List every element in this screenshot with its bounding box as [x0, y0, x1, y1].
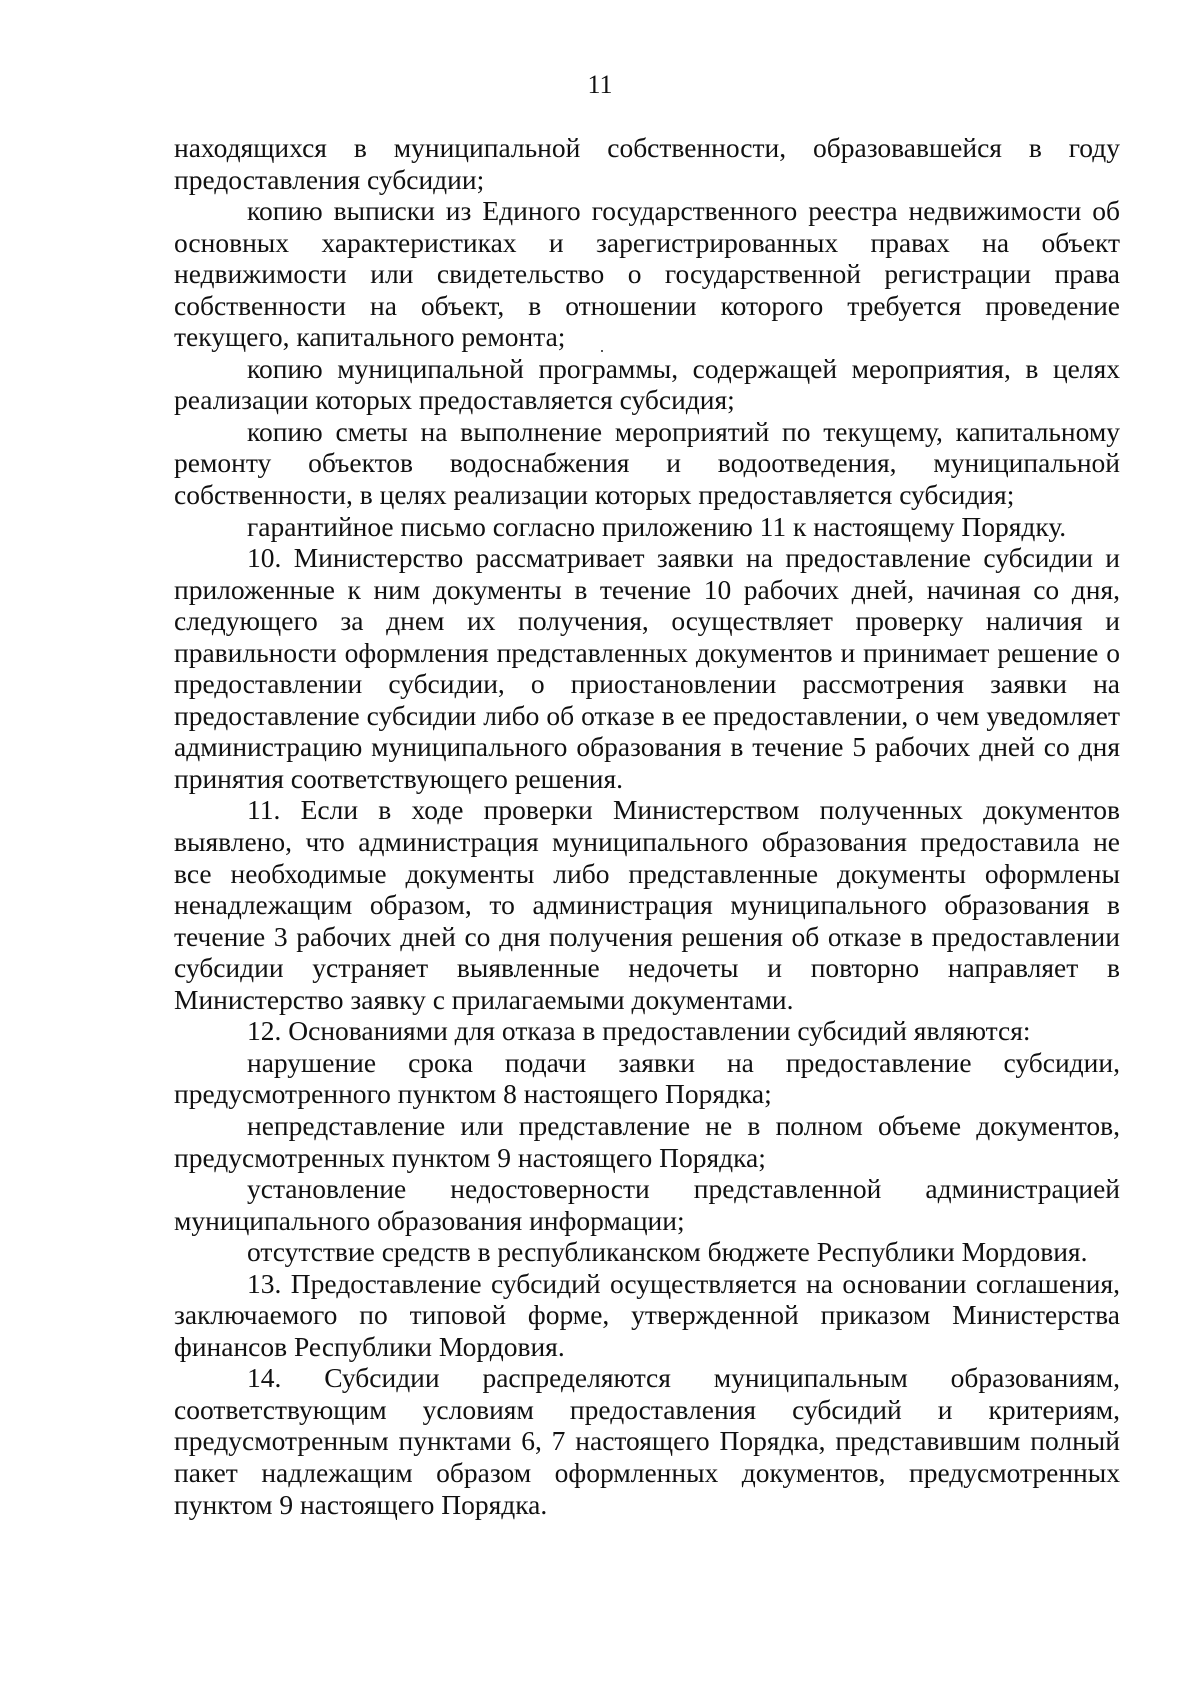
paragraph-continuation: находящихся в муниципальной собственности, образовавшейся в году предоставления субсидии; [174, 132, 1120, 195]
paragraph-refusal-documents: непредставление или представление не в полном объеме документов, предусмотренных пунктом 9 настоящего Порядка; [174, 1109, 1120, 1173]
paragraph-registry-extract: копию выписки из Единого государственного реестра недвижимости об основных характеристиках и зарегистрированных правах на объект недвижимости или свидетельство о государственной регистрации права собственности на объект, в отношении которого требуется проведение текущего, капитального ремонта; [174, 195, 1120, 353]
paragraph-item-12: 12. Основаниями для отказа в предоставлении субсидий являются: [247, 1015, 1031, 1047]
paragraph-municipal-program: копию муниципальной программы, содержащей мероприятия, в целях реализации которых предоставляется субсидия; [174, 352, 1120, 416]
paragraph-refusal-unreliable-info: установление недостоверности представленной администрацией муниципального образования информации; [174, 1173, 1120, 1236]
paragraph-guarantee-letter: гарантийное письмо согласно приложению 11 к настоящему Порядку. [247, 510, 1067, 542]
paragraph-refusal-deadline: нарушение срока подачи заявки на предоставление субсидии, предусмотренного пунктом 8 настоящего Порядка; [174, 1046, 1120, 1110]
paragraph-item-13: 13. Предоставление субсидий осуществляется на основании соглашения, заключаемого по типовой форме, утвержденной приказом Министерства финансов Республики Мордовия. [174, 1267, 1120, 1362]
document-body [174, 132, 1120, 1520]
paragraph-item-10: 10. Министерство рассматривает заявки на предоставление субсидии и приложенные к ним документы в течение 10 рабочих дней, начиная со дня, следующего за днем их получения, осуществляет проверку наличия и правильности оформления представленных документов и принимает решение о предоставлении субсидии, о приостановлении рассмотрения заявки на предоставление субсидии либо об отказе в ее предоставлении, о чем уведомляет администрацию муниципального образования в течение 5 рабочих дней со дня принятия соответствующего решения. [174, 542, 1120, 794]
paragraph-estimate-copy: копию сметы на выполнение мероприятий по текущему, капитальному ремонту объектов водоснабжения и водоотведения, муниципальной собственности, в целях реализации которых предоставляется субсидия; [174, 415, 1120, 511]
paragraph-item-11: 11. Если в ходе проверки Министерством полученных документов выявлено, что администрация муниципального образования предоставила не все необходимые документы либо представленные документы оформлены ненадлежащим образом, то администрация муниципального образования в течение 3 рабочих дней со дня получения решения об отказе в предоставлении субсидии устраняет выявленные недочеты и повторно направляет в Министерство заявку с прилагаемыми документами. [174, 794, 1120, 1015]
page-number: 11 [587, 70, 613, 99]
paragraph-item-14: 14. Субсидии распределяются муниципальным образованиям, соответствующим условиям предоставления субсидий и критериям, предусмотренным пунктами 6, 7 настоящего Порядка, представившим полный пакет надлежащим образом оформленных документов, предусмотренных пунктом 9 настоящего Порядка. [174, 1362, 1120, 1520]
paragraph-refusal-no-funds: отсутствие средств в республиканском бюджете Республики Мордовия. [247, 1236, 1088, 1268]
